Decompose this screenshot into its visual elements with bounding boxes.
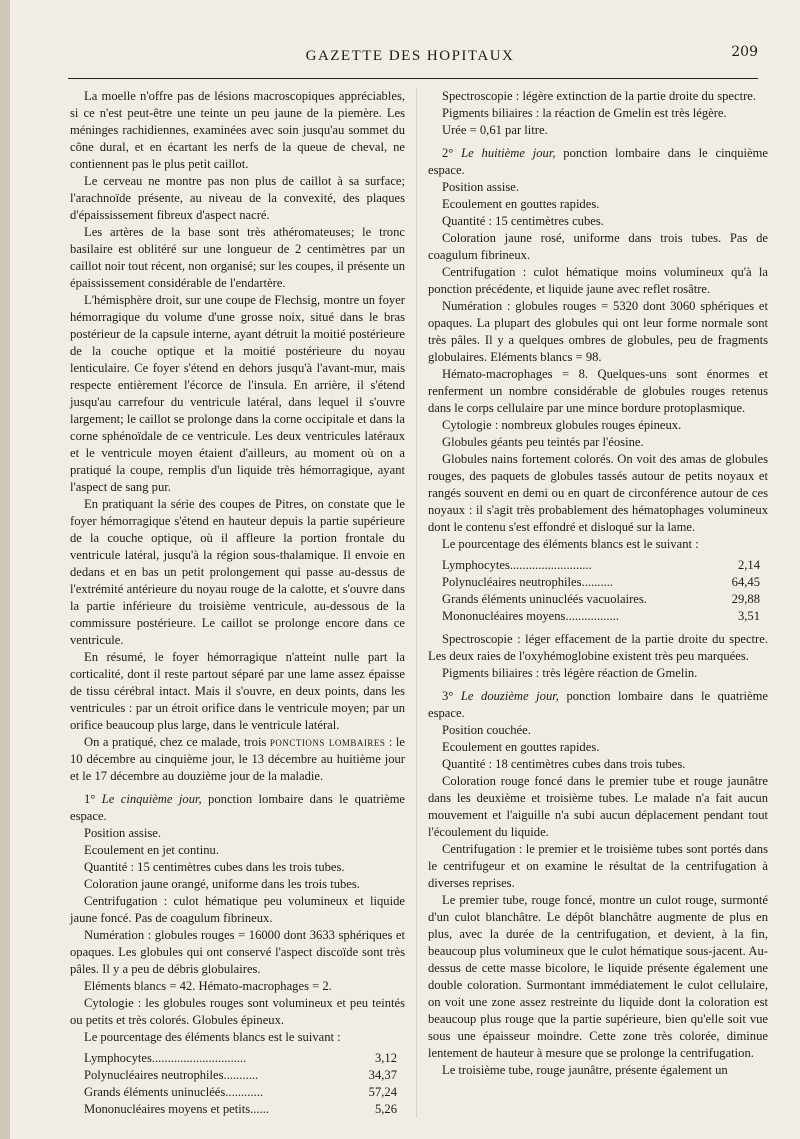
report-line: Globules géants peu teintés par l'éosine.: [442, 435, 644, 449]
table-row: [428, 608, 768, 625]
journal-title: GAZETTE DES HOPITAUX: [305, 48, 515, 64]
report-line: Pigments biliaires : très légère réaction de Gmelin.: [442, 666, 698, 680]
report-line: Cytologie : les globules rouges sont volumineux et peu teintés ou petits et très colorés. Globules épineux.: [70, 996, 405, 1027]
table-label: Grands éléments uninucléés............: [84, 1085, 264, 1099]
page-header: [60, 36, 760, 76]
report-line: Le pourcentage des éléments blancs est le suivant :: [442, 537, 699, 551]
table-value: 34,37: [368, 1068, 397, 1082]
paragraph: L'hémisphère droit, sur une coupe de Flechsig, montre un foyer hémorragique du volume d'une grosse noix, situé dans le bras postérieur de la capsule interne, ayant détruit la moitié postérieure de la couche optique et la moitié postérieure du noyau lenticulaire. Ce foyer s'étend en dehors jusqu'à l'avant-mur, mais respecte entièrement l'écorce de l'insula. En arrière, il s'étend jusqu'au carrefour du ventricule latéral, dans lequel il s'ouvre largement; le caillot se prolonge dans la corne occipitale et dans la corne sphénoïdale de ce ventricule. Les deux ventricules latéraux et le ventricule moyen étaient d'ailleurs, au moment où on a pratiqué la coupe, remplis d'un liquide très hémorragique, ayant l'aspect de sang pur.: [70, 293, 405, 494]
left-column: [70, 88, 405, 1124]
table-value: 2,14: [737, 558, 760, 572]
report-line: Centrifugation : culot hématique moins volumineux qu'à la ponction précédente, et liquide jaune avec reflet rosâtre.: [428, 265, 768, 296]
table-value: 3,51: [737, 609, 760, 623]
report-line: Position couchée.: [442, 723, 531, 737]
report-line: Position assise.: [84, 826, 161, 840]
section-title-rest: ponction lombaire dans le quatrième espace.: [428, 689, 768, 720]
report-line: Quantité : 18 centimètres cubes dans trois tubes.: [442, 757, 686, 771]
paragraph: [70, 734, 405, 785]
column-divider: [416, 88, 417, 1118]
section-title: Le huitième jour,: [461, 146, 556, 160]
table-label: Mononucléaires moyens et petits......: [84, 1102, 270, 1116]
report-line: Centrifugation : le premier et le troisième tubes sont portés dans le centrifugeur et on examine le résultat de la centrifugation à diverses reprises.: [428, 842, 768, 890]
white-cell-table: [70, 1050, 405, 1118]
small-caps-term: ponctions lombaires: [269, 735, 386, 749]
table-label: Polynucléaires neutrophiles..........: [442, 575, 614, 589]
paragraph: Les artères de la base sont très athéromateuses; le tronc basilaire est oblitéré sur une longueur de 2 centimètres par un caillot noir tout récent, non organisé; sur les coupes, il présente un épaississement considérable de l'endartère.: [70, 225, 405, 290]
report-line: Hémato-macrophages = 8. Quelques-uns sont énormes et renferment un nombre considérable de globules rouges retenus dans le corps cellulaire par une mince bordure protoplasmique.: [428, 367, 768, 415]
section-title: Le cinquième jour,: [101, 792, 202, 806]
table-value: 3,12: [374, 1051, 397, 1065]
table-row: [428, 591, 768, 608]
paragraph: Le cerveau ne montre pas non plus de caillot à sa surface; l'arachnoïde présente, au niveau de la convexité, des plaques d'épaississement fibreux d'aspect nacré.: [70, 174, 405, 222]
table-label: Polynucléaires neutrophiles...........: [84, 1068, 259, 1082]
report-line: Eléments blancs = 42. Hémato-macrophages = 2.: [84, 979, 332, 993]
report-line: Le pourcentage des éléments blancs est le suivant :: [84, 1030, 341, 1044]
table-value: 64,45: [731, 575, 760, 589]
table-label: Grands éléments uninucléés vacuolaires.: [442, 592, 647, 606]
report-line: Numération : globules rouges = 16000 dont 3633 sphériques et opaques. Les globules qui ont conservé l'aspect discoïde sont très pâles. Il y a peu de débris globulaires.: [70, 928, 405, 976]
table-row: [70, 1050, 405, 1067]
section-number: 1°: [84, 792, 96, 806]
report-line: Ecoulement en gouttes rapides.: [442, 197, 600, 211]
report-line: Pigments biliaires : la réaction de Gmelin est très légère.: [442, 106, 727, 120]
report-line: Spectroscopie : légère extinction de la partie droite du spectre.: [442, 89, 757, 103]
report-line: Numération : globules rouges = 5320 dont 3060 sphériques et opaques. La plupart des globules qui ont leur forme normale sont très pâles. Il y a quelques ombres de globules, peu de fragments globulaires. Eléments blancs = 98.: [428, 299, 768, 364]
page-number: 209: [731, 44, 758, 60]
table-row: [70, 1101, 405, 1118]
table-label: Lymphocytes..............................: [84, 1051, 247, 1065]
report-line: Ecoulement en gouttes rapides.: [442, 740, 600, 754]
table-label: Mononucléaires moyens.................: [442, 609, 619, 623]
section-number: 2°: [442, 146, 454, 160]
report-line: Urée = 0,61 par litre.: [442, 123, 548, 137]
paragraph: En résumé, le foyer hémorragique n'atteint nulle part la corticalité, dont il reste partout séparé par une lame assez épaisse de tissu cérébral intact. Mais il s'ouvre, en deux points, dans les ventricules : par un étroit orifice dans le ventricule moyen; par un orifice beaucoup plus large, dans le ventricule latéral.: [70, 650, 405, 732]
table-value: 5,26: [374, 1102, 397, 1116]
table-row: [70, 1084, 405, 1101]
text-span: : le 10 décembre au cinquième jour, le 13 décembre au huitième jour et le 17 décembre au douzième jour de la maladie.: [70, 735, 405, 783]
report-line: Spectroscopie : léger effacement de la partie droite du spectre. Les deux raies de l'oxyhémoglobine existent très peu marquées.: [428, 632, 768, 663]
text-span: On a pratiqué, chez ce malade, trois: [84, 735, 267, 749]
section-title-rest: ponction lombaire dans le quatrième espace.: [70, 792, 405, 823]
table-row: [428, 574, 768, 591]
table-value: 57,24: [368, 1085, 397, 1099]
table-label: Lymphocytes..........................: [442, 558, 592, 572]
section-heading: [428, 145, 768, 179]
report-line: Coloration rouge foncé dans le premier tube et rouge jaunâtre dans les deuxième et troisième tubes. Le malade n'a fait aucun mouvement et l'aiguille n'a subi aucun déplacement pendant tout l'écoulement du liquide.: [428, 774, 768, 839]
right-column: [428, 88, 768, 1079]
paragraph: La moelle n'offre pas de lésions macroscopiques appréciables, si ce n'est peut-être une teinte un peu jaune de la piemère. Les méninges rachidiennes, examinées avec soin jusqu'au sommet du cône dural, et en écartant les nerfs de la queue de cheval, ne contiennent pas le plus petit caillot.: [70, 89, 405, 171]
report-line: Ecoulement en jet continu.: [84, 843, 219, 857]
table-row: [428, 557, 768, 574]
section-title: Le douzième jour,: [460, 689, 559, 703]
report-line: Quantité : 15 centimètres cubes dans les trois tubes.: [84, 860, 345, 874]
report-line: Coloration jaune rosé, uniforme dans trois tubes. Pas de coagulum fibrineux.: [428, 231, 768, 262]
header-rule: [68, 78, 758, 79]
paragraph: En pratiquant la série des coupes de Pitres, on constate que le foyer hémorragique s'étend en hauteur depuis la partie supérieure de la couche optique, où il affleure la portion frontale du ventricule latéral, jusqu'à la région sous-thalamique. Il envoie en dedans et en bas un petit prolongement qui passe au-dessus de l'extrémité antérieure du noyau rouge de la calotte, et s'ouvre dans la partie inférieure du troisième ventricule, au-dessous de la commissure postérieure. Le caillot se prolonge encore dans ce ventricule.: [70, 497, 405, 647]
table-value: 29,88: [731, 592, 760, 606]
report-line: Cytologie : nombreux globules rouges épineux.: [442, 418, 682, 432]
white-cell-table: [428, 557, 768, 625]
report-line: Le premier tube, rouge foncé, montre un culot rouge, surmonté d'un culot blanchâtre. Le dépôt blanchâtre augmente de plus en plus, avec la durée de la centrifugation, et devient, à la fin, beaucoup plus volumineux que le culot hématique sous-jacent. Au-dessus de cette masse bicolore, le liquide présente également une double coloration. Surmontant immédiatement le culot cellulaire, on voit une zone assez restreinte du liquide dont la coloration est beaucoup plus rouge que la partie supérieure, bien qu'elle soit vue sous une épaisseur moindre. Cette zone très colorée, diminue lentement de hauteur à mesure que se prolonge la centrifugation.: [428, 893, 768, 1060]
table-row: [70, 1067, 405, 1084]
section-heading: [428, 688, 768, 722]
section-heading: [70, 791, 405, 825]
report-line: Le troisième tube, rouge jaunâtre, présente également un: [442, 1063, 728, 1077]
report-line: Globules nains fortement colorés. On voit des amas de globules rouges, des paquets de globules tassés autour de petits noyaux et rangés souvent en demi ou en quart de circonférence autour de ces noyaux : il s'agit très probablement des hématophages volumineux dont le contenu s'est effondré et disloqué sur la lame.: [428, 452, 768, 534]
report-line: Coloration jaune orangé, uniforme dans les trois tubes.: [84, 877, 360, 891]
report-line: Quantité : 15 centimètres cubes.: [442, 214, 604, 228]
section-number: 3°: [442, 689, 454, 703]
report-line: Position assise.: [442, 180, 519, 194]
section-title-rest: ponction lombaire dans le cinquième espace.: [428, 146, 768, 177]
report-line: Centrifugation : culot hématique peu volumineux et liquide jaune foncé. Pas de coagulum fibrineux.: [70, 894, 405, 925]
